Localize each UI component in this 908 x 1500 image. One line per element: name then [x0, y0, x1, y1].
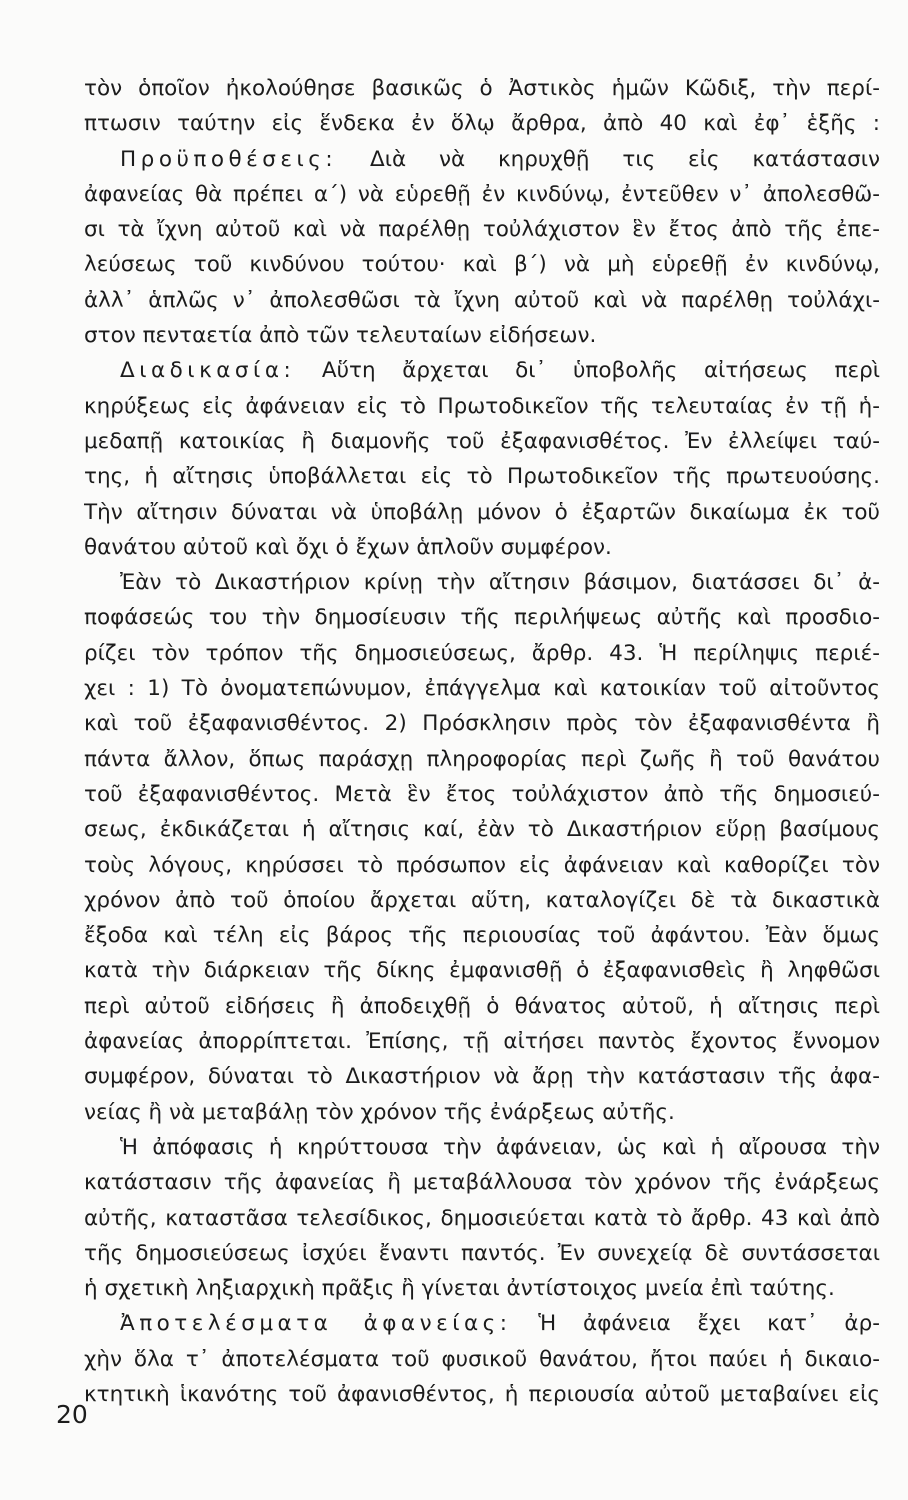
text-line: τῆς δημοσιεύσεως ἰσχύει ἔναντι παντός. Ἐν συνεχείᾳ δὲ συντάσσεται [84, 1240, 880, 1266]
text-line: κατὰ τὴν διάρκειαν τῆς δίκης ἐμφανισθῇ ὁ ἐξαφανισθεὶς ἢ ληφθῶσι [84, 958, 880, 984]
text-line: Διὰ νὰ κηρυχθῇ τις εἰς κατάστασιν [337, 146, 880, 172]
text-line: Ἡ ἀπόφασις ἡ κηρύττουσα τὴν ἀφάνειαν, ὡς καὶ ἡ αἴρουσα τὴν [120, 1134, 880, 1160]
text-line: ἡ σχετικὴ ληξιαρχικὴ πρᾶξις ἢ γίνεται ἀντίστοιχος μνεία ἐπὶ ταύτης. [84, 1276, 835, 1302]
body-text [84, 71, 880, 1412]
text-line: τὸν ὁποῖον ἠκολούθησε βασικῶς ὁ Ἀστικὸς ἡμῶν Κῶδιξ, τὴν περί- [84, 76, 880, 101]
text-line: πάντα ἄλλον, ὅπως παράσχῃ πληροφορίας περὶ ζωῆς ἢ τοῦ θανάτου [84, 746, 880, 772]
section-heading-line [84, 1306, 880, 1341]
text-line: τοὺς λόγους, κηρύσσει τὸ πρόσωπον εἰς ἀφάνειαν καὶ καθορίζει τὸν [84, 852, 880, 878]
text-line: Ἡ ἀφάνεια ἔχει κατ᾽ ἀρ- [511, 1311, 880, 1337]
section-heading-line [84, 142, 880, 177]
text-line: κατάστασιν τῆς ἀφανείας ἢ μεταβάλλουσα τὸν χρόνον τῆς ἐνάρξεως [84, 1170, 880, 1196]
text-line: της, ἡ αἴτησις ὑποβάλλεται εἰς τὸ Πρωτοδικεῖον τῆς πρωτευούσης. [84, 464, 880, 490]
text-line: λεύσεως τοῦ κινδύνου τούτου· καὶ β΄) νὰ μὴ εὑρεθῇ ἐν κινδύνῳ, [84, 252, 880, 278]
text-line: κηρύξεως εἰς ἀφάνειαν εἰς τὸ Πρωτοδικεῖον τῆς τελευταίας ἐν τῇ ἡ- [84, 393, 880, 419]
text-line: ποφάσεώς του τὴν δημοσίευσιν τῆς περιλήψεως αὐτῆς καὶ προσδιο- [84, 605, 880, 631]
text-line: θανάτου αὐτοῦ καὶ ὄχι ὁ ἔχων ἁπλοῦν συμφέρον. [84, 534, 612, 560]
text-line: μεδαπῇ κατοικίας ἢ διαμονῆς τοῦ ἐξαφανισθέτος. Ἐν ἐλλείψει ταύ- [84, 428, 880, 454]
page-number: 20 [56, 1400, 88, 1429]
text-line: χρόνον ἀπὸ τοῦ ὁποίου ἄρχεται αὕτη, καταλογίζει δὲ τὰ δικαστικὰ [84, 887, 880, 913]
text-line: σεως, ἐκδικάζεται ἡ αἴτησις καί, ἐὰν τὸ Δικαστήριον εὕρῃ βασίμους [84, 817, 880, 843]
section-heading: Προϋποθέσεις: [120, 146, 338, 172]
text-line: καὶ τοῦ ἐξαφανισθέντος. 2) Πρόσκλησιν πρὸς τὸν ἐξαφανισθέντα ἢ [84, 711, 880, 737]
section-heading: Διαδικασία: [120, 358, 296, 384]
text-line: στον πενταετία ἀπὸ τῶν τελευταίων εἰδήσεων. [84, 323, 597, 349]
text-line: ἀφανείας θὰ πρέπει α΄) νὰ εὑρεθῇ ἐν κινδύνῳ, ἐντεῦθεν ν᾽ ἀπολεσθῶ- [84, 181, 880, 207]
text-line: σι τὰ ἴχνη αὐτοῦ καὶ νὰ παρέλθῃ τοὐλάχιστον ἓν ἔτος ἀπὸ τῆς ἐπε- [84, 217, 880, 243]
text-line: Αὕτη ἄρχεται δι᾽ ὑποβολῆς αἰτήσεως περὶ [295, 358, 880, 384]
text-line: χει : 1) Τὸ ὀνοματεπώνυμον, ἐπάγγελμα καὶ κατοικίαν τοῦ αἰτοῦντος [84, 676, 880, 702]
text-line: συμφέρον, δύναται τὸ Δικαστήριον νὰ ἄρῃ τὴν κατάστασιν τῆς ἀφα- [84, 1064, 880, 1090]
section-heading: Ἀποτελέσματα ἀφανείας: [120, 1311, 512, 1337]
text-line: ρίζει τὸν τρόπον τῆς δημοσιεύσεως, ἄρθρ. 43. Ἡ περίληψις περιέ- [84, 640, 880, 666]
text-line: νείας ἢ νὰ μεταβάλῃ τὸν χρόνον τῆς ἐνάρξεως αὐτῆς. [84, 1099, 675, 1125]
text-line: Ἐὰν τὸ Δικαστήριον κρίνῃ τὴν αἴτησιν βάσιμον, διατάσσει δι᾽ ἀ- [120, 570, 880, 596]
text-line: αὐτῆς, καταστᾶσα τελεσίδικος, δημοσιεύεται κατὰ τὸ ἄρθρ. 43 καὶ ἀπὸ [84, 1205, 880, 1231]
text-line: ἀφανείας ἀπορρίπτεται. Ἐπίσης, τῇ αἰτήσει παντὸς ἔχοντος ἔννομον [84, 1029, 880, 1055]
text-line: περὶ αὐτοῦ εἰδήσεις ἢ ἀποδειχθῇ ὁ θάνατος αὐτοῦ, ἡ αἴτησις περὶ [84, 993, 880, 1019]
text-line: χὴν ὅλα τ᾽ ἀποτελέσματα τοῦ φυσικοῦ θανάτου, ἤτοι παύει ἡ δικαιο- [84, 1346, 880, 1372]
text-line: ἀλλ᾽ ἁπλῶς ν᾽ ἀπολεσθῶσι τὰ ἴχνη αὐτοῦ καὶ νὰ παρέλθῃ τοὐλάχι- [84, 287, 880, 313]
text-line: ἔξοδα καὶ τέλη εἰς βάρος τῆς περιουσίας τοῦ ἀφάντου. Ἐὰν ὅμως [84, 923, 880, 949]
section-heading-line [84, 353, 880, 388]
text-line: πτωσιν ταύτην εἰς ἕνδεκα ἐν ὅλῳ ἄρθρα, ἀπὸ 40 καὶ ἐφ᾽ ἑξῆς : [84, 111, 880, 137]
text-line: τοῦ ἐξαφανισθέντος. Μετὰ ἓν ἔτος τοὐλάχιστον ἀπὸ τῆς δημοσιεύ- [84, 781, 880, 807]
text-line: κτητικὴ ἱκανότης τοῦ ἀφανισθέντος, ἡ περιουσία αὐτοῦ μεταβαίνει εἰς [84, 1381, 880, 1407]
text-line: Τὴν αἴτησιν δύναται νὰ ὑποβάλῃ μόνον ὁ ἐξαρτῶν δικαίωμα ἐκ τοῦ [84, 499, 880, 525]
